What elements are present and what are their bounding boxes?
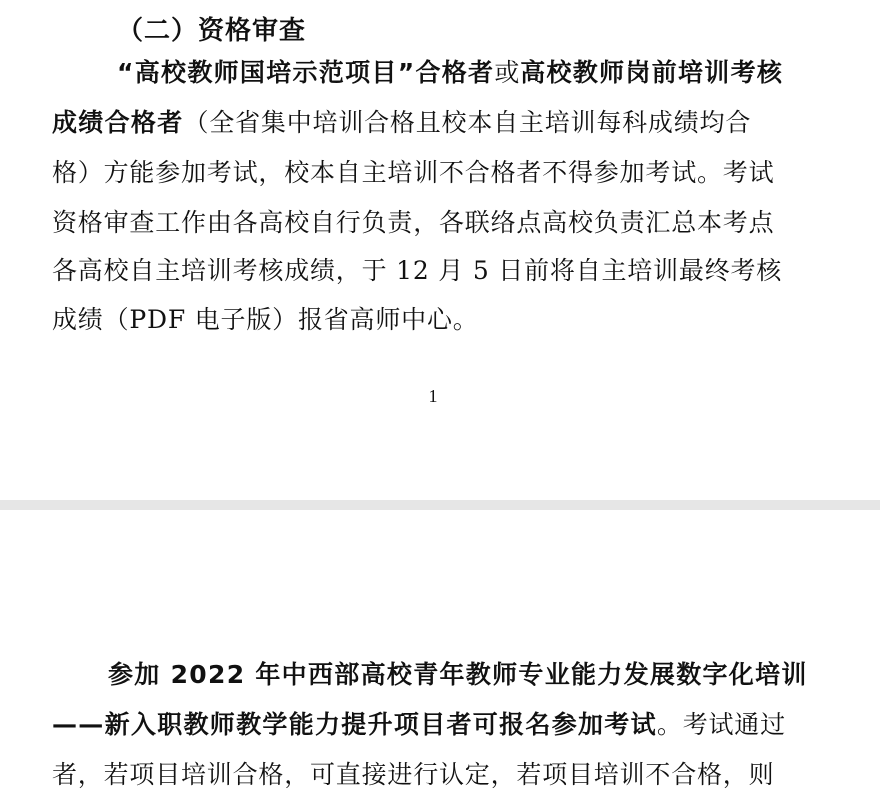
paragraph-line-6: 成绩（PDF 电子版）报省高师中心。 <box>52 305 479 334</box>
bold-phrase: 参加 2022 年中西部高校青年教师专业能力发展数字化培训 <box>108 660 808 689</box>
page-separator <box>0 500 880 510</box>
paragraph-line-3: 者，若项目培训合格，可直接进行认定，若项目培训不合格，则 <box>52 760 775 789</box>
bold-phrase: “高校教师国培示范项目”合格者 <box>117 58 495 87</box>
page-number: 1 <box>428 386 438 406</box>
bold-phrase: ——新入职教师教学能力提升项目者可报名参加考试 <box>52 710 657 739</box>
bold-phrase: 高校教师岗前培训考核 <box>520 58 784 87</box>
paragraph-line-3: 格）方能参加考试，校本自主培训不合格者不得参加考试。考试 <box>52 158 775 187</box>
paragraph-line-4: 资格审查工作由各高校自行负责，各联络点高校负责汇总本考点 <box>52 208 775 237</box>
section-heading: （二）资格审查 <box>117 16 307 46</box>
document-page-2 <box>0 510 880 800</box>
bold-phrase: 成绩合格者 <box>52 108 184 137</box>
paragraph-line-2 <box>52 707 816 743</box>
paragraph-line-1 <box>108 657 816 693</box>
plain-text: 或 <box>494 58 521 87</box>
plain-text: （全省集中培训合格且校本自主培训每科成绩均合 <box>183 108 752 137</box>
paragraph-line-5: 各高校自主培训考核成绩，于 12 月 5 日前将自主培训最终考核 <box>52 256 783 285</box>
plain-text: 。考试通过 <box>656 710 786 739</box>
paragraph-line-2 <box>52 105 816 141</box>
paragraph-line-1 <box>117 55 816 91</box>
